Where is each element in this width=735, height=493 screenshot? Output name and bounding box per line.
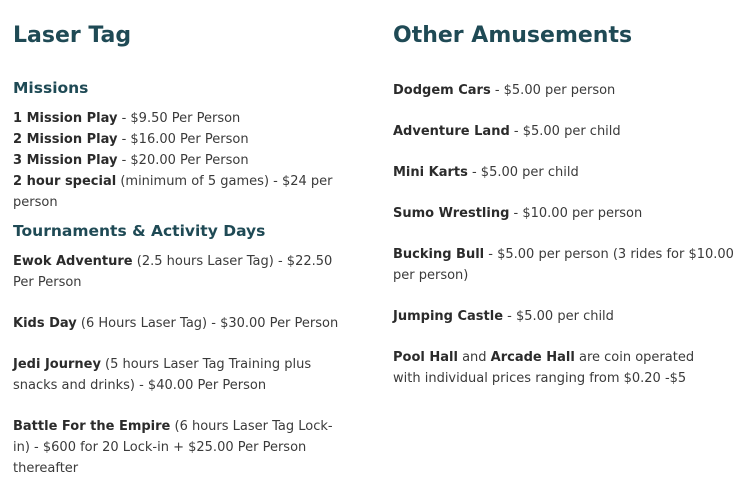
list-item: Battle For the Empire (6 hours Laser Tag Lock-in) - $600 for 20 Lock-in + $25.00 Per Person thereafter: [13, 419, 333, 476]
list-item: Dodgem Cars - $5.00 per person: [393, 83, 616, 98]
laser-tag-title: Laser Tag: [13, 23, 132, 48]
list-item: Ewok Adventure (2.5 hours Laser Tag) - $22.50 Per Person: [13, 254, 333, 290]
list-item: 1 Mission Play - $9.50 Per Person: [13, 111, 241, 126]
missions-list: [13, 108, 363, 213]
other-amusements-title: Other Amusements: [393, 23, 633, 48]
list-item: 3 Mission Play - $20.00 Per Person: [13, 153, 249, 168]
list-item: Kids Day (6 Hours Laser Tag) - $30.00 Per Person: [13, 316, 339, 331]
list-item: 2 hour special (minimum of 5 games) - $24 per person: [13, 174, 333, 210]
coin-operated-note: Pool Hall and Arcade Hall are coin operated with individual prices ranging from $0.20 -$5: [393, 350, 695, 386]
tournaments-heading: Tournaments & Activity Days: [13, 222, 266, 240]
list-item: Sumo Wrestling - $10.00 per person: [393, 206, 643, 221]
missions-heading: Missions: [13, 79, 89, 97]
list-item: 2 Mission Play - $16.00 Per Person: [13, 132, 249, 147]
list-item: Mini Karts - $5.00 per child: [393, 165, 579, 180]
list-item: Jedi Journey (5 hours Laser Tag Training plus snacks and drinks) - $40.00 Per Person: [13, 357, 312, 393]
list-item: Adventure Land - $5.00 per child: [393, 124, 621, 139]
list-item: Bucking Bull - $5.00 per person (3 rides for $10.00 per person): [393, 247, 734, 283]
list-item: Jumping Castle - $5.00 per child: [393, 309, 614, 324]
